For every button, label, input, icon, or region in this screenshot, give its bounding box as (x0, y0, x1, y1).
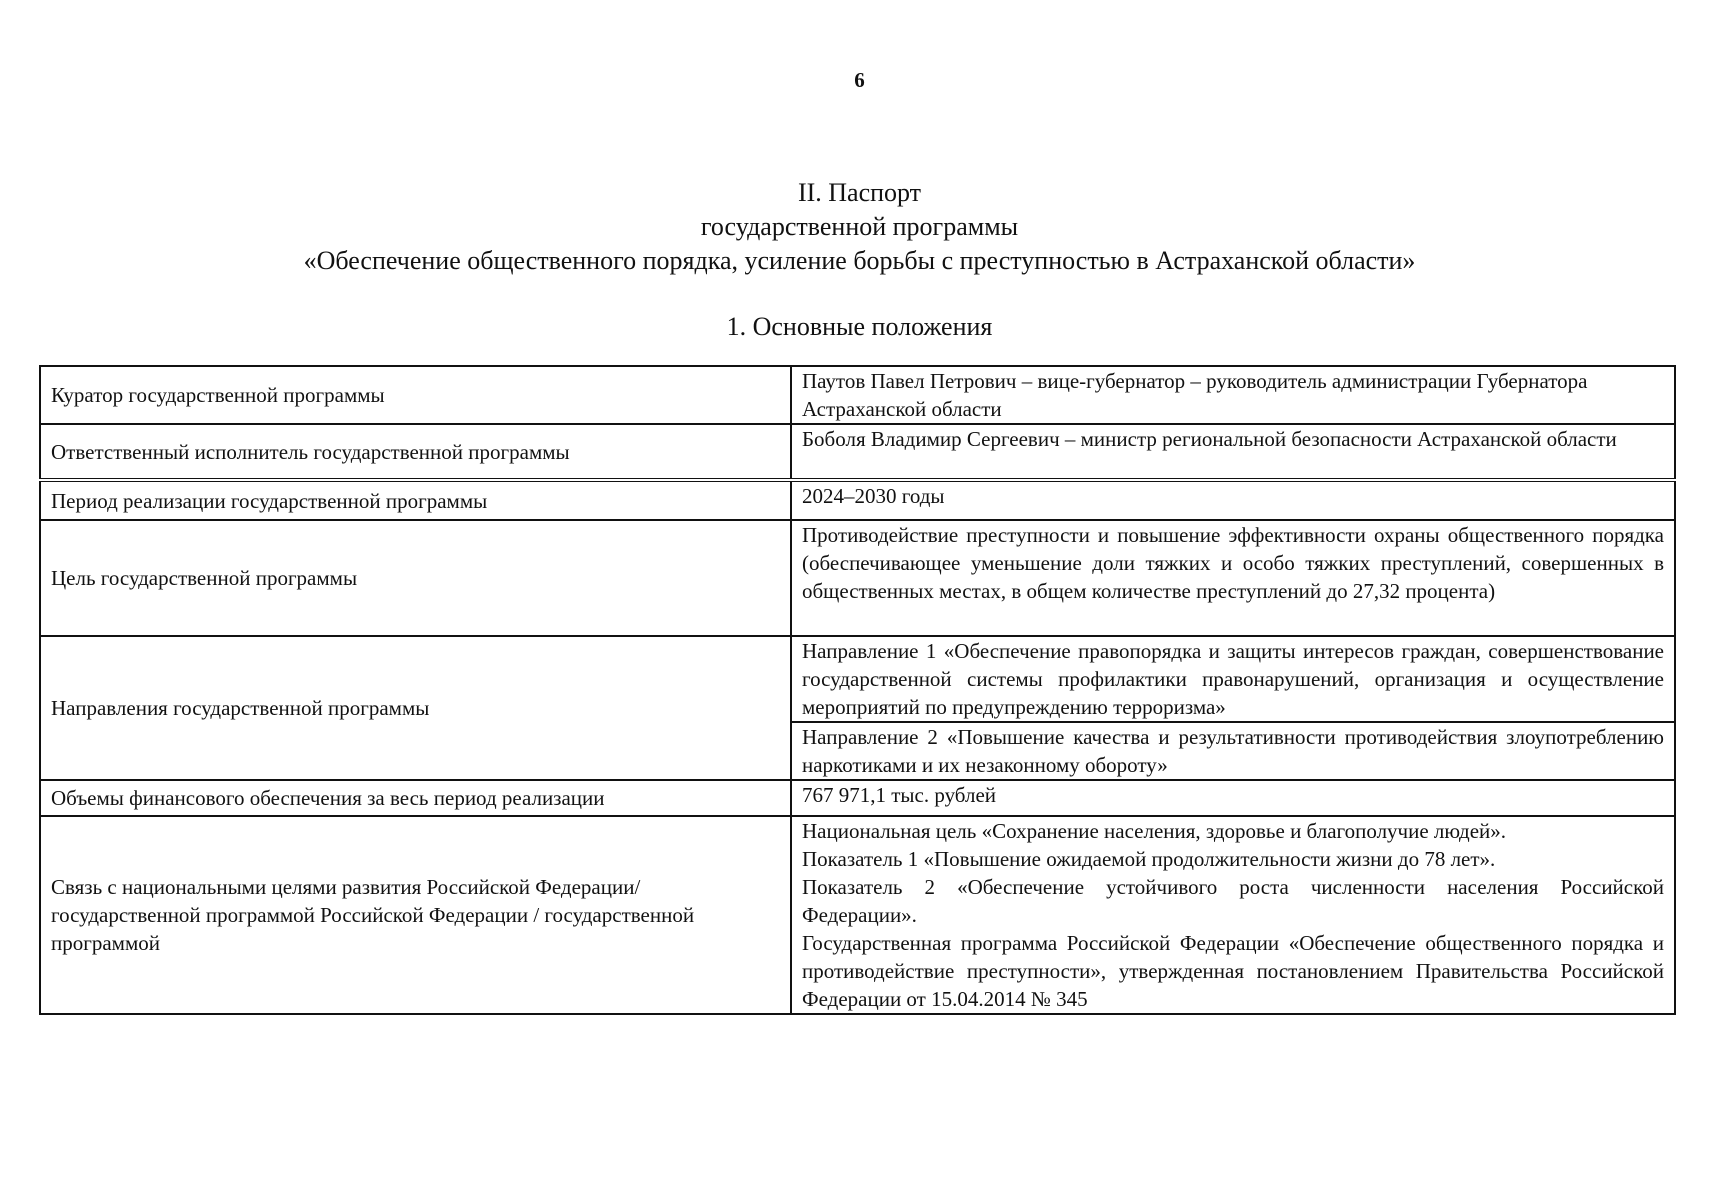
row-label: Направления государственной программы (40, 636, 791, 780)
page-number: 6 (854, 68, 865, 92)
row-value: Направление 1 «Обеспечение правопорядка и защиты интересов граждан, совершенствование государственной системы профилактики правонарушений, организация и осуществление мероприятий по предупреждению терроризма» (791, 636, 1675, 722)
row-value: Паутов Павел Петрович – вице-губернатор – руководитель администрации Губернатора Астраханской области (791, 366, 1675, 424)
row-label: Объемы финансового обеспечения за весь период реализации (40, 780, 791, 816)
indicator-1-text: Показатель 1 «Повышение ожидаемой продолжительности жизни до 78 лет». (802, 847, 1496, 871)
row-value: Боболя Владимир Сергеевич – министр региональной безопасности Астраханской области (791, 424, 1675, 480)
heading-line-3: «Обеспечение общественного порядка, усиление борьбы с преступностью в Астраханской области» (303, 246, 1416, 275)
row-label: Куратор государственной программы (40, 366, 791, 424)
passport-table (39, 365, 1676, 1015)
national-goal-text: Национальная цель «Сохранение населения, здоровье и благополучие людей». (802, 819, 1507, 843)
table-row-funding (40, 780, 1675, 816)
table-row-period (40, 480, 1675, 520)
row-label: Связь с национальными целями развития Российской Федерации/ государственной программой Российской Федерации / государственной программой (40, 816, 791, 1014)
row-value: 2024–2030 годы (791, 480, 1675, 520)
table-row-directions-1 (40, 636, 1675, 722)
table-row-national-goals (40, 816, 1675, 1014)
section-title: 1. Основные положения (726, 312, 993, 341)
heading-line-1: II. Паспорт (797, 178, 922, 207)
row-value: 767 971,1 тыс. рублей (791, 780, 1675, 816)
state-program-text: Государственная программа Российской Федерации «Обеспечение общественного порядка и противодействие преступности», утвержденная постановлением Правительства Российской Федерации от 15.04.2014 № 345 (802, 931, 1664, 1011)
document-heading (0, 176, 1719, 278)
heading-line-2: государственной программы (700, 212, 1019, 241)
row-label: Ответственный исполнитель государственной программы (40, 424, 791, 480)
table-row-responsible (40, 424, 1675, 480)
row-value: Направление 2 «Повышение качества и результативности противодействия злоупотреблению наркотиками и их незаконному обороту» (791, 722, 1675, 780)
row-value: Противодействие преступности и повышение эффективности охраны общественного порядка (обеспечивающее уменьшение доли тяжких и особо тяжких преступлений, совершенных в общественных местах, в общем количестве преступлений до 27,32 процента) (791, 520, 1675, 636)
indicator-2-text: Показатель 2 «Обеспечение устойчивого роста численности населения Российской Федерации». (802, 875, 1664, 927)
row-value (791, 816, 1675, 1014)
table-row-goal (40, 520, 1675, 636)
row-label: Период реализации государственной программы (40, 480, 791, 520)
row-label: Цель государственной программы (40, 520, 791, 636)
table-row-curator (40, 366, 1675, 424)
